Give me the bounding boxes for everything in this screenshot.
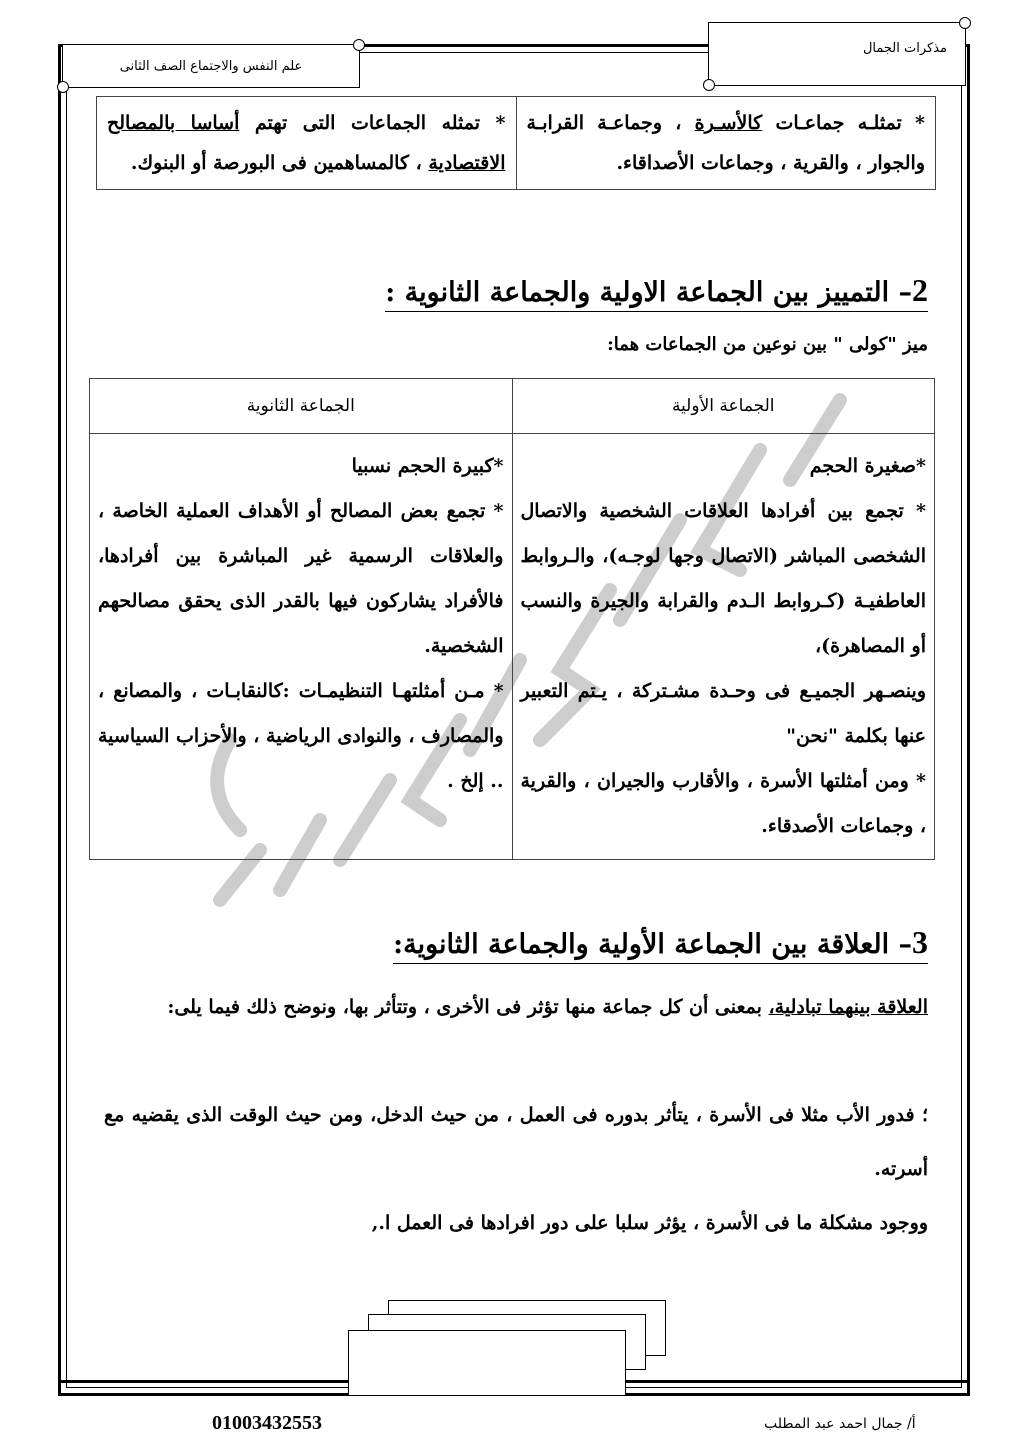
scroll-curl [353,39,365,51]
cell-text: ، وجماعـة القرابـة والجوار ، والقرية ، وجماعات الأصداقاء. [526,112,925,174]
primary-point: *صغيرة الحجم [809,455,926,477]
paragraph-text: بمعنى أن كل جماعة منها تؤثر فى الأخرى ، وتتأثر بها، ونوضح ذلك فيما يلى: [167,996,769,1018]
secondary-point: * مـن أمثلتهـا التنظيمـات :كالنقابـات ، والمصانع ، والمصارف ، والنوادى الرياضية ، والأحزاب السياسية .. إلخ . [98,680,504,792]
secondary-examples-cell [97,97,517,190]
cell-text: * تمثلـه جماعـات [762,112,925,134]
continued-comparison-table [96,96,936,190]
section-2-intro: ميز "كولى " بين نوعين من الجماعات هما: [607,334,928,355]
secondary-group-cell [90,434,513,860]
primary-examples-cell [516,97,936,190]
section-number: 3 [912,924,928,960]
footer-card-front [348,1330,626,1396]
section-3-example: ووجود مشكلة ما فى الأسرة ، يؤثر سلبا على دور افرادها فى العمل ا., [371,1212,928,1234]
primary-point: * ومن أمثلتها الأسرة ، والأقارب والجيران ، والقرية ، وجماعات الأصدقاء. [520,770,926,837]
primary-group-cell [512,434,935,860]
series-title: مذكرات الجمال [862,41,947,56]
primary-group-header: الجماعة الأولية [512,379,935,434]
section-3-example: ؛ فدور الأب مثلا فى الأسرة ، يتأثر بدوره فى العمل ، من حيث الدخل، ومن حيث الوقت الذى يقضيه مع أسرته. [104,1104,928,1180]
underlined-term: أساسا بالمصالح الاقتصادية [107,112,506,174]
underlined-term: كالأسـرة [694,112,763,134]
underlined-term: العلاقة بينهما تبادلية، [768,996,928,1018]
section-number: 2 [912,272,928,308]
cell-text: ، كالمساهمين فى البورصة أو البنوك. [130,152,429,174]
phone-number: 01003432553 [212,1412,322,1434]
primary-secondary-table [89,378,935,860]
scroll-curl [959,17,971,29]
subject-title: علم النفس والاجتماع الصف الثانى [119,58,303,74]
cell-text: * تمثله الجماعات التى تهتم [239,112,506,134]
scroll-curl [57,81,69,93]
section-3-heading [393,924,928,964]
primary-point: وينصـهر الجميـع فى وحـدة مشـتركة ، يـتم التعبير عنها بكلمة "نحن" [520,680,926,747]
header-scroll-left [62,44,360,88]
primary-point: * تجمع بين أفرادها العلاقات الشخصية والاتصال الشخصى المباشر (الاتصال وجها لوجـه)، والـروابط العاطفيـة (كـروابط الـدم والقرابة والجيرة والنسب أو المصاهرة)، [520,500,926,657]
author-name: أ/ جمال احمد عبد المطلب [764,1416,916,1432]
section-2-heading [385,272,928,312]
secondary-point: *كبيرة الحجم نسبيا [351,455,504,477]
section-title: – العلاقة بين الجماعة الأولية والجماعة الثانوية: [393,929,912,960]
secondary-group-header: الجماعة الثانوية [90,379,513,434]
section-3-paragraph [104,980,928,1034]
scroll-curl [703,79,715,91]
section-title: – التمييز بين الجماعة الاولية والجماعة الثانوية : [385,277,912,308]
header-scroll-right [708,22,966,86]
secondary-point: * تجمع بعض المصالح أو الأهداف العملية الخاصة ، والعلاقات الرسمية غير المباشرة بين أفرادها، فالأفراد يشاركون فيها بالقدر الذى يحقق مصالحهم الشخصية. [98,500,504,657]
